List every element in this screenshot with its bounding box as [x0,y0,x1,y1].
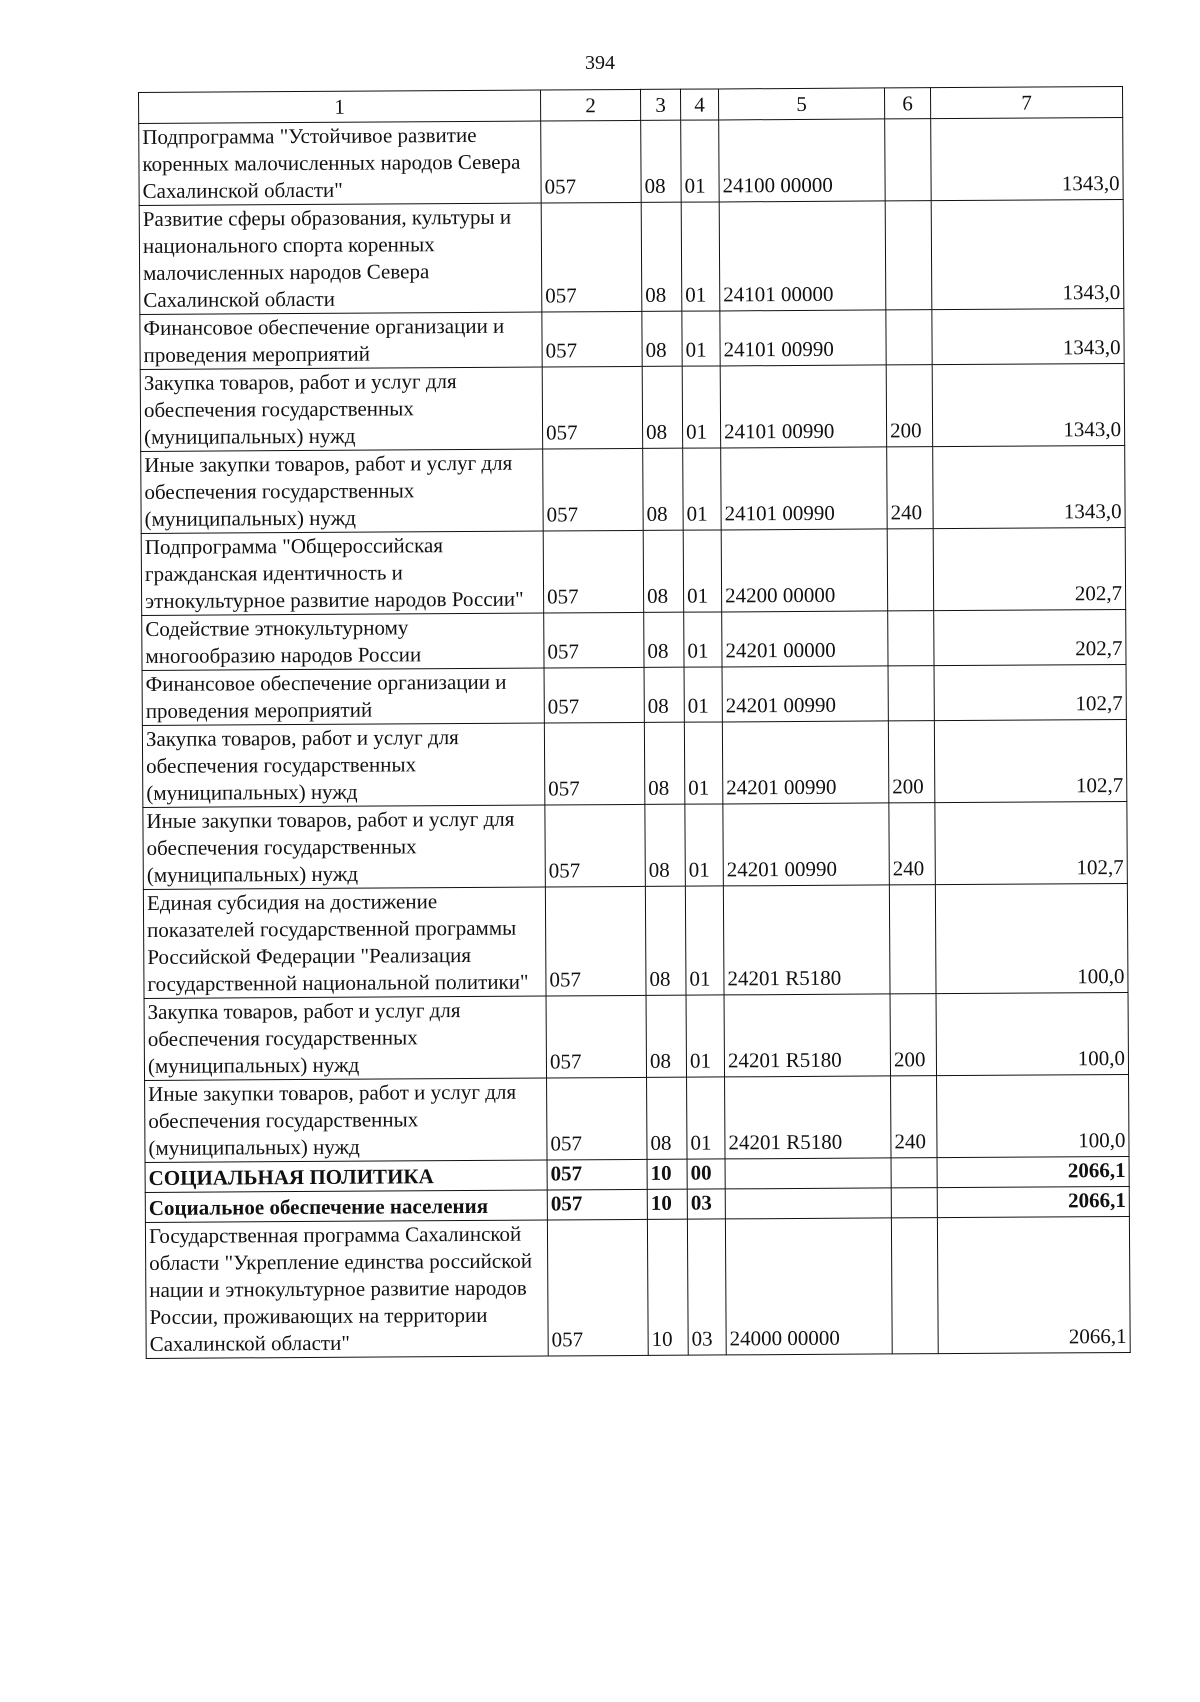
amount-cell: 100,0 [936,992,1128,1075]
table-row [142,664,1126,725]
subsection-cell: 01 [682,311,720,366]
expense-type-cell: 200 [888,721,935,803]
admin-code-cell: 057 [541,120,641,203]
target-article-cell: 24201 00990 [722,666,888,722]
table-row [145,1074,1129,1162]
amount-cell: 102,7 [934,719,1126,802]
section-cell: 08 [643,448,684,530]
row-name-cell: Подпрограмма "Устойчивое развитие коренных малочисленных народов Севера Сахалинской области" [139,121,541,205]
admin-code-cell: 057 [545,886,646,996]
subsection-cell: 03 [687,1219,726,1355]
subsection-cell: 01 [682,366,721,448]
table-row [143,883,1128,998]
amount-cell: 102,7 [935,801,1127,884]
table-row [140,363,1124,451]
column-header: 4 [680,89,718,120]
amount-cell: 1343,0 [932,363,1124,446]
row-name-cell: Социальное обеспечение населения [145,1190,547,1222]
column-header: 5 [718,88,884,120]
target-article-cell: 24201 00990 [722,721,888,804]
target-article-cell: 24201 00000 [722,611,888,667]
section-cell: 08 [642,366,683,448]
row-name-cell: Подпрограмма "Общероссийская гражданская идентичность и этнокультурное развитие народов России" [141,531,543,615]
section-cell: 10 [647,1219,688,1355]
page-number: 394 [585,52,615,74]
admin-code-cell: 057 [544,667,644,723]
row-name-cell: Закупка товаров, работ и услуг для обеспечения государственных (муниципальных) нужд [142,723,544,807]
admin-code-cell: 057 [547,1189,647,1220]
subsection-cell: 03 [687,1189,725,1219]
table-row [142,719,1126,807]
expense-type-cell: 200 [890,994,937,1076]
subsection-cell: 01 [683,530,722,612]
amount-cell: 202,7 [934,609,1126,665]
admin-code-cell: 057 [542,366,642,449]
section-cell: 08 [641,202,682,311]
amount-cell: 1343,0 [931,117,1123,200]
amount-cell: 1343,0 [931,199,1124,309]
expense-type-cell: 240 [887,447,934,529]
column-header: 3 [640,89,680,120]
table-body [139,117,1131,1358]
amount-cell: 2066,1 [937,1156,1129,1187]
row-name-cell: СОЦИАЛЬНАЯ ПОЛИТИКА [145,1160,547,1192]
column-header: 1 [139,90,541,123]
table-row [139,117,1123,205]
row-name-cell: Развитие сферы образования, культуры и национального спорта коренных малочисленных народов Севера Сахалинской области [139,203,542,314]
amount-cell: 202,7 [933,527,1125,610]
admin-code-cell: 057 [543,448,643,531]
amount-cell: 100,0 [937,1074,1129,1157]
section-cell: 08 [643,530,684,612]
row-name-cell: Закупка товаров, работ и услуг для обеспечения государственных (муниципальных) нужд [140,367,542,451]
target-article-cell: 24201 R5180 [725,1076,891,1159]
subsection-cell: 00 [687,1159,725,1189]
target-article-cell: 24101 00990 [721,447,887,530]
target-article-cell [725,1158,891,1189]
target-article-cell: 24200 00000 [721,529,887,612]
section-cell: 08 [645,804,686,886]
table-row [142,609,1126,670]
amount-cell: 2066,1 [937,1216,1130,1353]
row-name-cell: Единая субсидия на достижение показателей государственной программы Российской Федерации "Реализация государственной национальной политики" [143,887,546,998]
table-row [141,527,1125,615]
section-cell: 08 [641,120,682,202]
row-name-cell: Иные закупки товаров, работ и услуг для обеспечения государственных (муниципальных) нужд [145,1078,547,1162]
section-cell: 08 [644,722,685,804]
admin-code-cell: 057 [543,530,643,613]
subsection-cell: 01 [685,886,724,995]
admin-code-cell: 057 [546,995,646,1078]
target-article-cell: 24201 00990 [723,803,889,886]
subsection-cell: 01 [685,804,724,886]
column-header: 7 [930,86,1122,118]
section-cell: 08 [642,311,682,366]
subsection-cell: 01 [684,612,722,667]
admin-code-cell: 057 [541,202,642,312]
admin-code-cell: 057 [547,1219,648,1356]
column-header: 6 [884,88,930,119]
section-cell: 08 [647,1077,688,1159]
subsection-cell: 01 [681,202,720,311]
target-article-cell: 24000 00000 [725,1218,892,1355]
expense-type-cell: 240 [891,1076,938,1158]
subsection-cell: 01 [686,995,725,1077]
subsection-cell: 01 [683,448,722,530]
admin-code-cell: 057 [547,1077,647,1160]
row-name-cell: Финансовое обеспечение организации и проведения мероприятий [142,668,544,725]
expense-type-cell [887,529,934,611]
target-article-cell: 24101 00990 [720,365,886,448]
section-cell: 10 [647,1189,687,1219]
admin-code-cell: 057 [544,612,644,668]
admin-code-cell: 057 [547,1159,647,1190]
column-header: 2 [540,89,640,121]
table-row [144,992,1128,1080]
section-cell: 08 [646,995,687,1077]
subsection-cell: 01 [684,667,722,722]
target-article-cell: 24201 R5180 [724,994,890,1077]
amount-cell: 1343,0 [933,445,1125,528]
budget-table [138,86,1131,1359]
target-article-cell [725,1188,891,1219]
subsection-cell: 01 [687,1077,726,1159]
table-row [139,199,1124,314]
target-article-cell: 24201 R5180 [723,885,890,995]
expense-type-cell: 200 [886,365,933,447]
target-article-cell: 24100 00000 [719,119,885,202]
section-cell: 10 [647,1159,687,1189]
expense-type-cell [891,1218,938,1354]
expense-type-cell [891,1188,937,1218]
target-article-cell: 24101 00990 [720,310,886,366]
expense-type-cell [888,611,934,666]
table-row [141,445,1125,533]
section-cell: 08 [644,667,684,722]
expense-type-cell [889,885,936,994]
target-article-cell: 24101 00000 [719,201,886,311]
table-row [145,1216,1130,1358]
amount-cell: 100,0 [935,883,1128,993]
amount-cell: 102,7 [934,664,1126,720]
row-name-cell: Иные закупки товаров, работ и услуг для обеспечения государственных (муниципальных) нужд [143,805,545,889]
expense-type-cell: 240 [889,803,936,885]
table-row [140,308,1124,369]
subsection-cell: 01 [684,722,723,804]
row-name-cell: Государственная программа Сахалинской области "Укрепление единства российской нации и этнокультурное развитие народов России, проживающих на территории Сахалинской области" [145,1220,548,1358]
table-row [143,801,1127,889]
section-cell: 08 [645,886,686,995]
subsection-cell: 01 [681,120,720,202]
row-name-cell: Содействие этнокультурному многообразию народов России [142,613,544,670]
amount-cell: 2066,1 [937,1186,1129,1217]
expense-type-cell [885,119,932,201]
expense-type-cell [891,1158,937,1188]
expense-type-cell [886,310,932,365]
expense-type-cell [885,201,932,310]
row-name-cell: Иные закупки товаров, работ и услуг для обеспечения государственных (муниципальных) нужд [141,449,543,533]
row-name-cell: Закупка товаров, работ и услуг для обеспечения государственных (муниципальных) нужд [144,996,546,1080]
amount-cell: 1343,0 [932,308,1124,364]
admin-code-cell: 057 [544,722,644,805]
section-cell: 08 [644,612,684,667]
admin-code-cell: 057 [542,311,642,367]
admin-code-cell: 057 [545,804,645,887]
row-name-cell: Финансовое обеспечение организации и проведения мероприятий [140,312,542,369]
expense-type-cell [888,666,934,721]
